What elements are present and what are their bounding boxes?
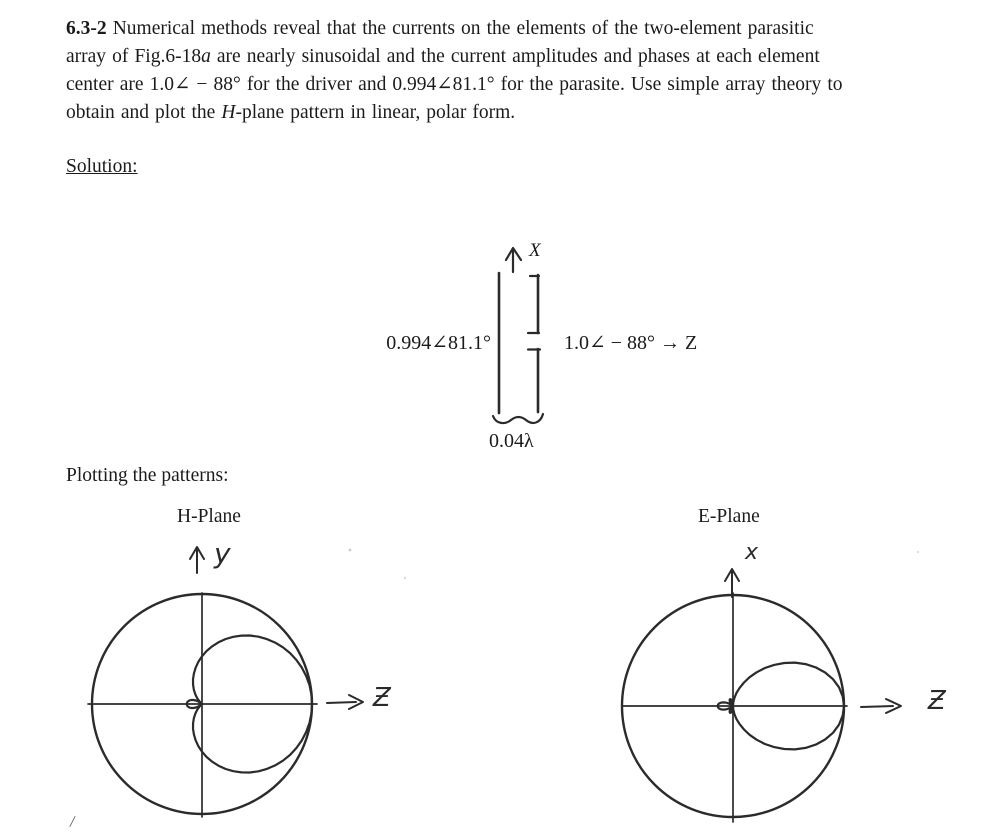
problem-text-line [66, 15, 843, 43]
text-segment: H [221, 102, 236, 123]
e-plane-z-axis-arrow [861, 706, 893, 707]
text-segment: a [201, 46, 211, 67]
plotting-caption: Plotting the patterns: [66, 465, 229, 486]
text-segment: obtain and plot the [66, 102, 222, 123]
e-plane-z-axis-label: Ƶ [928, 686, 946, 716]
e-plane-figure [622, 569, 901, 822]
h-plane-z-axis-label: Ƶ [373, 683, 391, 713]
h-plane-chart-title: H-Plane [177, 506, 241, 527]
text-segment: center are 1.0∠ − 88° for the driver and 0.994∠81.1° for the parasite. Use simple array theory to [66, 74, 843, 95]
paper-speck [404, 577, 406, 579]
x-axis-label: X [529, 240, 541, 261]
text-segment: array of Fig.6-18 [66, 46, 202, 67]
paper-speck [349, 549, 352, 552]
text-segment: are nearly sinusoidal and the current amplitudes and phases at each element [210, 46, 820, 67]
stray-slash-mark: / [68, 811, 77, 832]
antenna-figure [493, 248, 543, 423]
h-plane-z-axis-arrow [327, 702, 356, 703]
scan-artifacts [349, 549, 920, 580]
problem-text-line [66, 43, 843, 71]
driver-current-label: 1.0∠ − 88° → Z [564, 332, 698, 354]
solution-heading: Solution: [66, 156, 138, 177]
text-segment: Numerical methods reveal that the currents on the elements of the two-element parasitic [106, 18, 814, 39]
text-segment: -plane pattern in linear, polar form. [235, 102, 516, 123]
text-segment: 6.3-2 [66, 18, 107, 39]
problem-text-line [66, 99, 843, 127]
x-plot-axis-label: x [745, 540, 759, 565]
y-axis-label: y [214, 537, 231, 570]
spacing-brace [493, 414, 543, 423]
spacing-label: 0.04λ [489, 430, 534, 452]
problem-text-line [66, 71, 843, 99]
e-plane-chart-title: E-Plane [698, 506, 760, 527]
parasite-current-label: 0.994∠81.1° [386, 332, 491, 354]
h-plane-figure [88, 547, 363, 817]
problem-paragraph [66, 15, 843, 127]
paper-speck [917, 551, 919, 553]
